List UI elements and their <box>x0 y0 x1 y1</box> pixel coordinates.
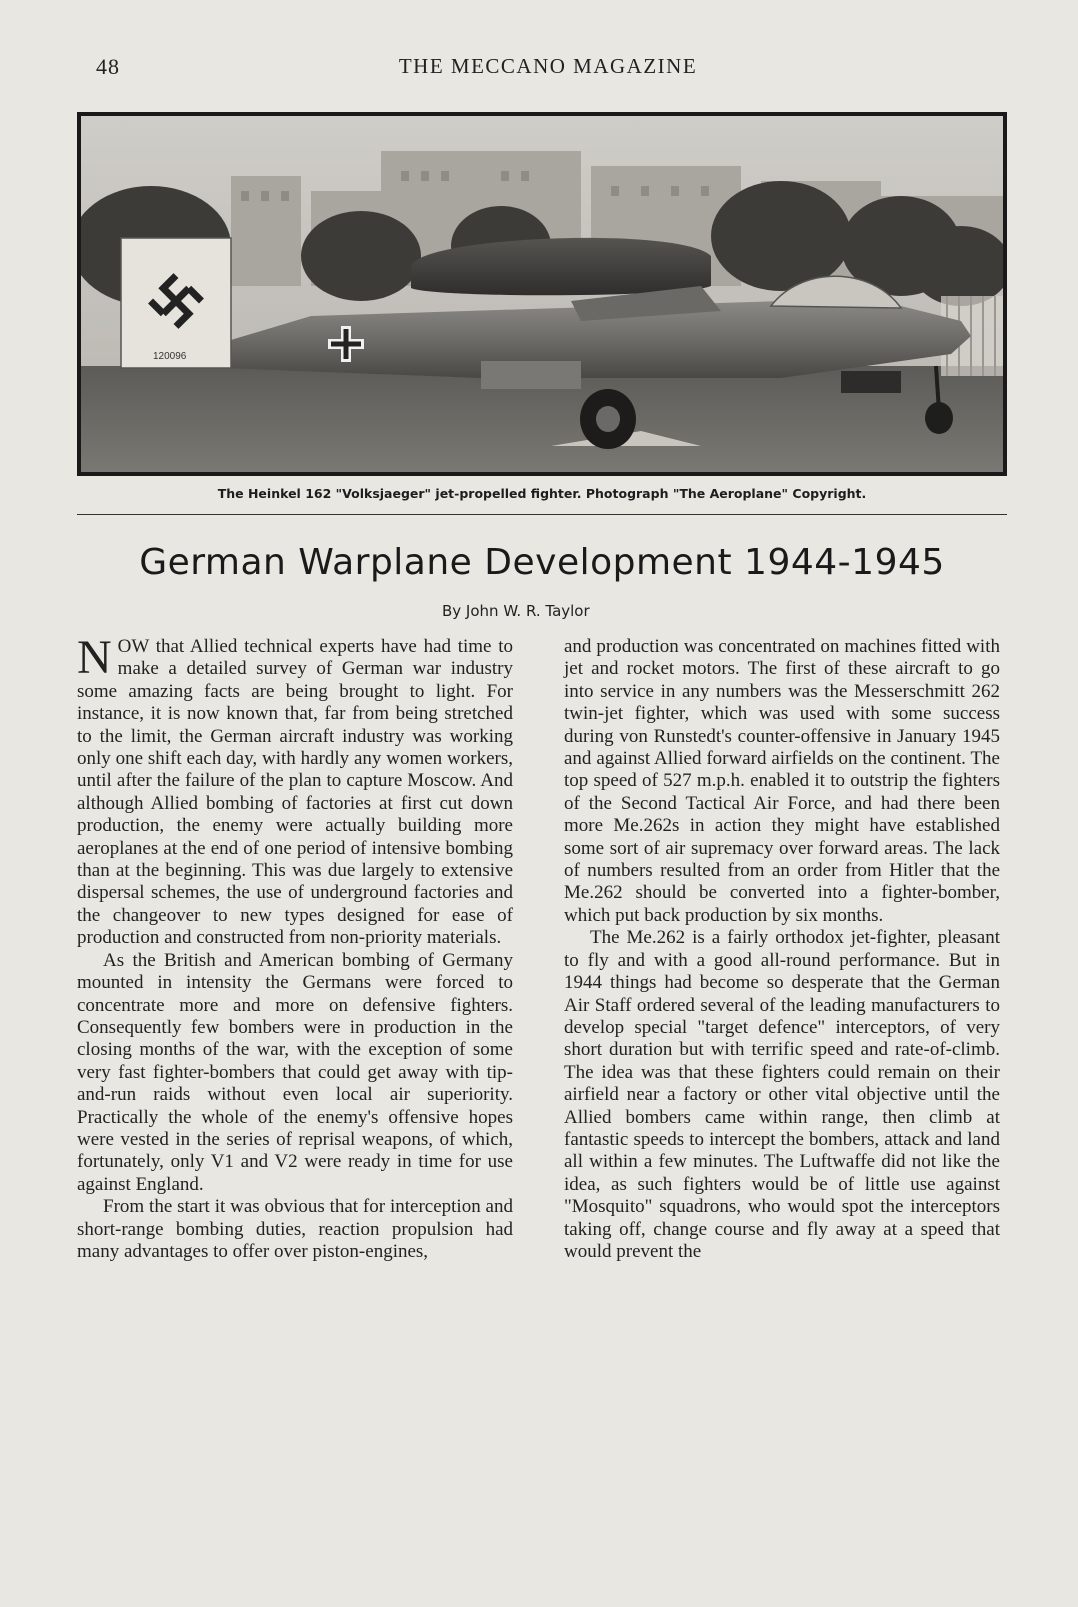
photo-caption: The Heinkel 162 "Volksjaeger" jet-propelled fighter. Photograph "The Aeroplane" Copyright. <box>217 486 867 501</box>
paragraph: As the British and American bombing of Germany mounted in intensity the Germans were forced to concentrate more and more on defensive fighters. Consequently few bombers were in production in the closing months of the war, with the exception of some very fast fighter-bombers that could get away with tip-and-run raids without even local air superiority. Practically the whole of the enemy's offensive hopes were vested in the series of reprisal weapons, of which, fortunately, only V1 and V2 were ready in time for use against England. <box>77 949 513 1195</box>
page-number: 48 <box>96 54 120 79</box>
paragraph: From the start it was obvious that for interception and short-range bombing duties, reaction propulsion had many advantages to offer over piston-engines, <box>77 1196 513 1262</box>
paragraph: The Me.262 is a fairly orthodox jet-fighter, pleasant to fly and with a good all-round performance. But in 1944 things had become so desperate that the German Air Staff ordered several of the leading manufacturers to develop special "target defence" interceptors, of very short duration but with terrific speed and rate-of-climb. The idea was that these fighters could remain on their airfield near a factory or other vital objective until the Allied bombers came within range, then climb at fantastic speeds to intercept the bombers, attack and land all within a few minutes. The Luftwaffe did not like the idea, as such fighters would be of little use against "Mosquito" squadrons, who would spot the interceptors taking off, change course and fly away at a speed that would prevent the <box>564 927 1000 1262</box>
left-column <box>77 631 513 1263</box>
magazine-title: THE MECCANO MAGAZINE <box>398 54 698 78</box>
divider <box>77 514 1007 515</box>
drop-cap: N <box>77 631 112 684</box>
article-title: German Warplane Development 1944-1945 <box>139 542 945 583</box>
aircraft-photo <box>77 112 1007 476</box>
byline: By John W. R. Taylor <box>442 602 590 620</box>
paragraph: NOW that Allied technical experts have had time to make a detailed survey of German war industry some amazing facts are being brought to light. For instance, it is now known that, far from being stretched to the limit, the German aircraft industry was working only one shift each day, with hardly any women workers, until after the failure of the plan to capture Moscow. And although Allied bombing of factories at first cut down production, the enemy were actually building more aeroplanes at the end of one period of intensive bombing than at the beginning. This was due largely to extensive dispersal schemes, the use of underground factories and the changeover to new types designed for ease of production and constructed from non-priority materials. <box>77 631 513 949</box>
page-header <box>96 54 1000 84</box>
right-column <box>564 636 1000 1263</box>
paragraph: and production was concentrated on machines fitted with jet and rocket motors. The first of these aircraft to go into service in any numbers was the Messerschmitt 262 twin-jet fighter, which was used with some success during von Runstedt's counter-offensive in January 1945 and against Allied forward airfields on the continent. The top speed of 527 m.p.h. enabled it to outstrip the fighters of the Second Tactical Air Force, and had there been more Me.262s in action they might have established some sort of air supremacy over forward areas. The lack of numbers resulted from an order from Hitler that the Me.262 should be converted into a fighter-bomber, which put back production by six months. <box>564 636 1000 926</box>
svg-text:120096: 120096 <box>153 351 187 362</box>
